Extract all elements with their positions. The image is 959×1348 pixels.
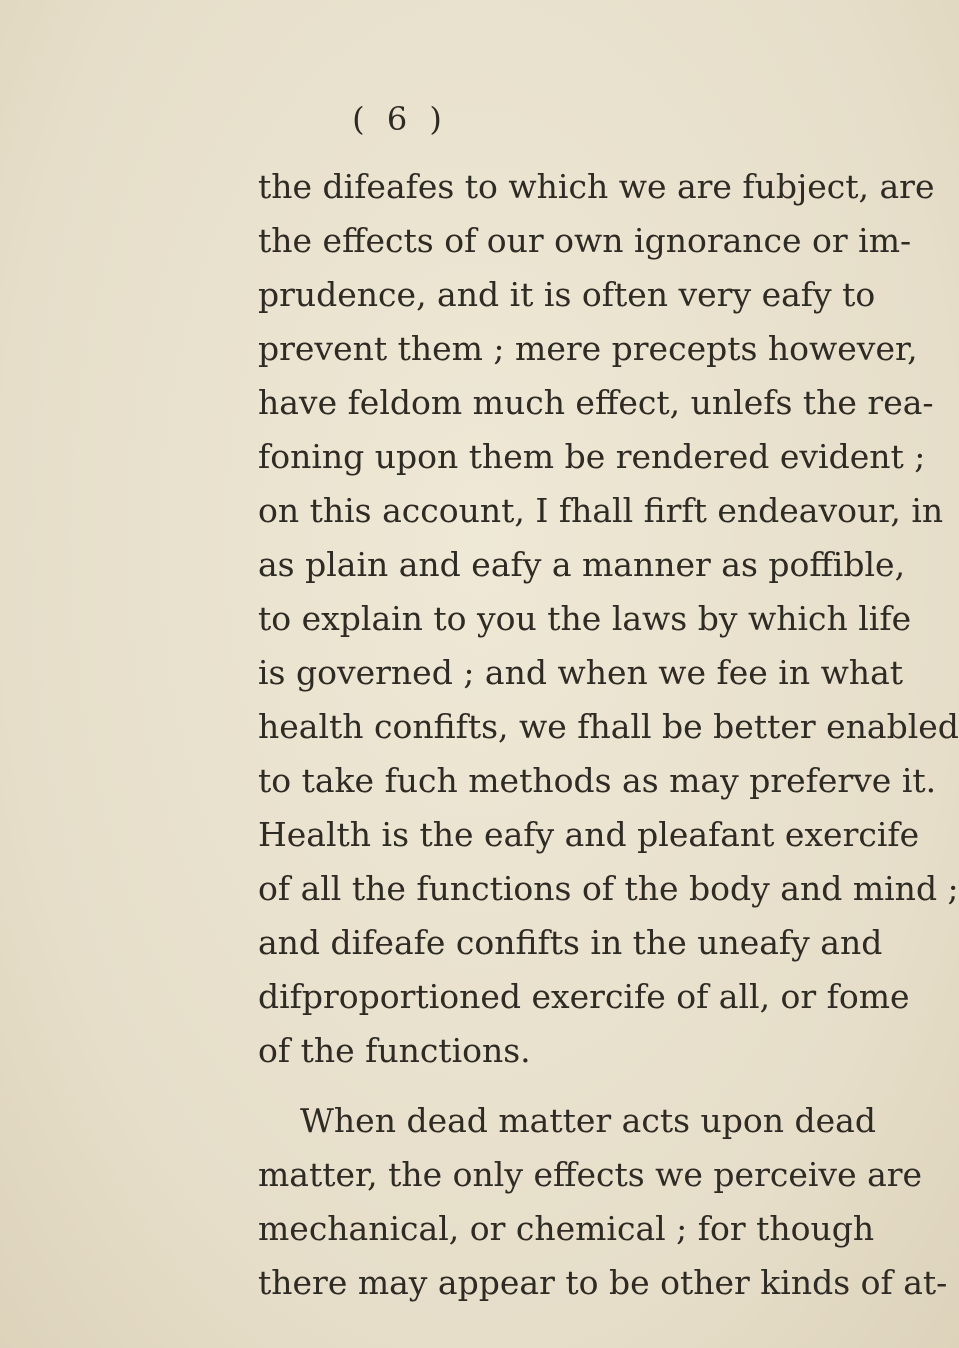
text-line: the effects of our own ignorance or im- xyxy=(258,221,912,260)
text-line: of all the functions of the body and mind ; xyxy=(258,869,959,908)
text-line: on this account, I fhall firft endeavour, in xyxy=(258,491,944,530)
text-line: prevent them ; mere precepts however, xyxy=(258,329,918,368)
text-line: and difeafe confifts in the uneafy and xyxy=(258,923,883,962)
text-line: of the functions. xyxy=(258,1031,531,1070)
text-line: as plain and eafy a manner as poffible, xyxy=(258,545,906,584)
text-line: to explain to you the laws by which life xyxy=(258,599,912,638)
text-line: prudence, and it is often very eafy to xyxy=(258,275,876,314)
text-line: When dead matter acts upon dead xyxy=(300,1101,876,1140)
text-line: have feldom much effect, unlefs the rea- xyxy=(258,383,934,422)
text-line: mechanical, or chemical ; for though xyxy=(258,1209,875,1248)
text-line: to take fuch methods as may preferve it. xyxy=(258,761,937,800)
text-line: difproportioned exercife of all, or fome xyxy=(258,977,910,1016)
text-line: Health is the eafy and pleafant exercife xyxy=(258,815,920,854)
text-line: health confifts, we fhall be better enabled xyxy=(258,707,959,746)
text-line: foning upon them be rendered evident ; xyxy=(258,437,926,476)
text-line: there may appear to be other kinds of at- xyxy=(258,1263,948,1302)
text-line: the difeafes to which we are fubject, are xyxy=(258,167,935,206)
text-line: matter, the only effects we perceive are xyxy=(258,1155,923,1194)
page-number: ( 6 ) xyxy=(352,100,448,138)
text-line: is governed ; and when we fee in what xyxy=(258,653,903,692)
